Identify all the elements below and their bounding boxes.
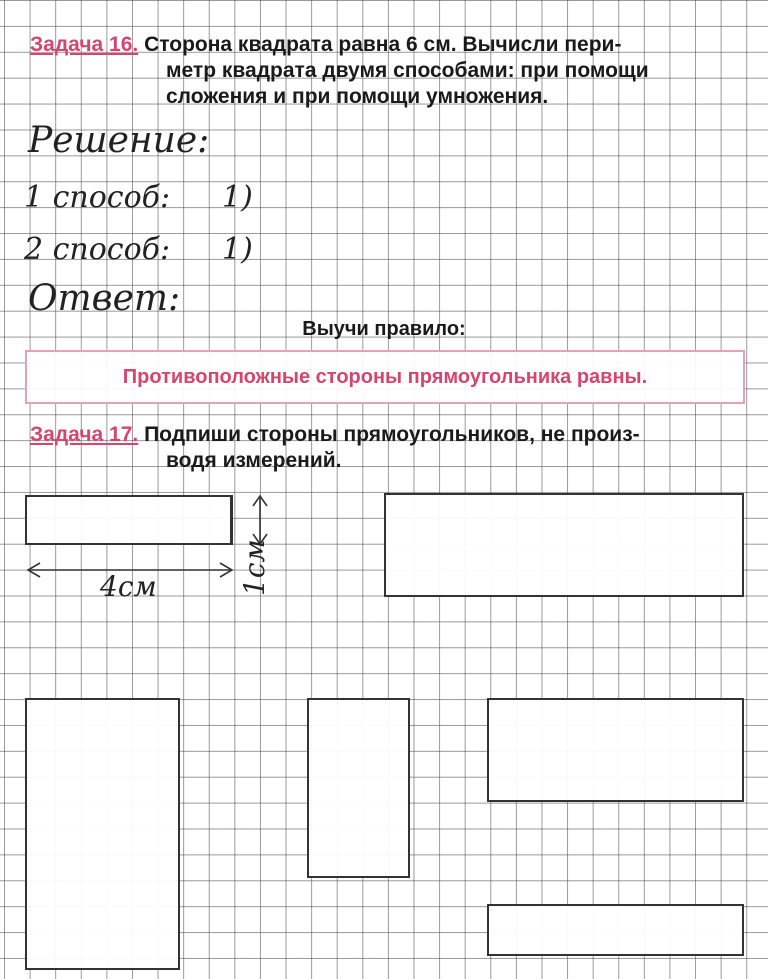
way1-step: 1) [222, 180, 253, 215]
task16-line1 [30, 32, 768, 58]
rectangle-3 [25, 698, 180, 970]
rectangle-4 [307, 698, 410, 878]
rule-heading: Выучи правило: [302, 318, 466, 340]
task16-text-line3: сложения и при помощи умножения. [166, 85, 549, 108]
rule-text: Противоположные стороны прямоугольника равны. [122, 365, 648, 388]
rectangle-2 [384, 493, 744, 597]
task17-text-line2: водя измерений. [166, 449, 342, 472]
way2-label: 2 способ: [24, 232, 171, 267]
task17-text-line1: Подпиши стороны прямоугольников, не произ- [144, 423, 640, 446]
width-label: 1см [238, 539, 271, 596]
task16-label: Задача 16. [30, 33, 139, 56]
task16-text-line2: метр квадрата двумя способами: при помощи [166, 59, 649, 82]
task17-line1 [30, 422, 768, 448]
rectangle-6 [487, 904, 744, 956]
length-label: 4см [100, 570, 157, 603]
task16-text-line1: Сторона квадрата равна 6 см. Вычисли пери- [144, 33, 622, 56]
rule-box [25, 350, 745, 404]
answer-label: Ответ: [28, 278, 181, 319]
way1-label: 1 способ: [24, 180, 171, 215]
rectangle-5 [487, 698, 744, 802]
solution-heading: Решение: [28, 120, 210, 161]
way2-step: 1) [222, 232, 253, 267]
task17-label: Задача 17. [30, 423, 139, 446]
